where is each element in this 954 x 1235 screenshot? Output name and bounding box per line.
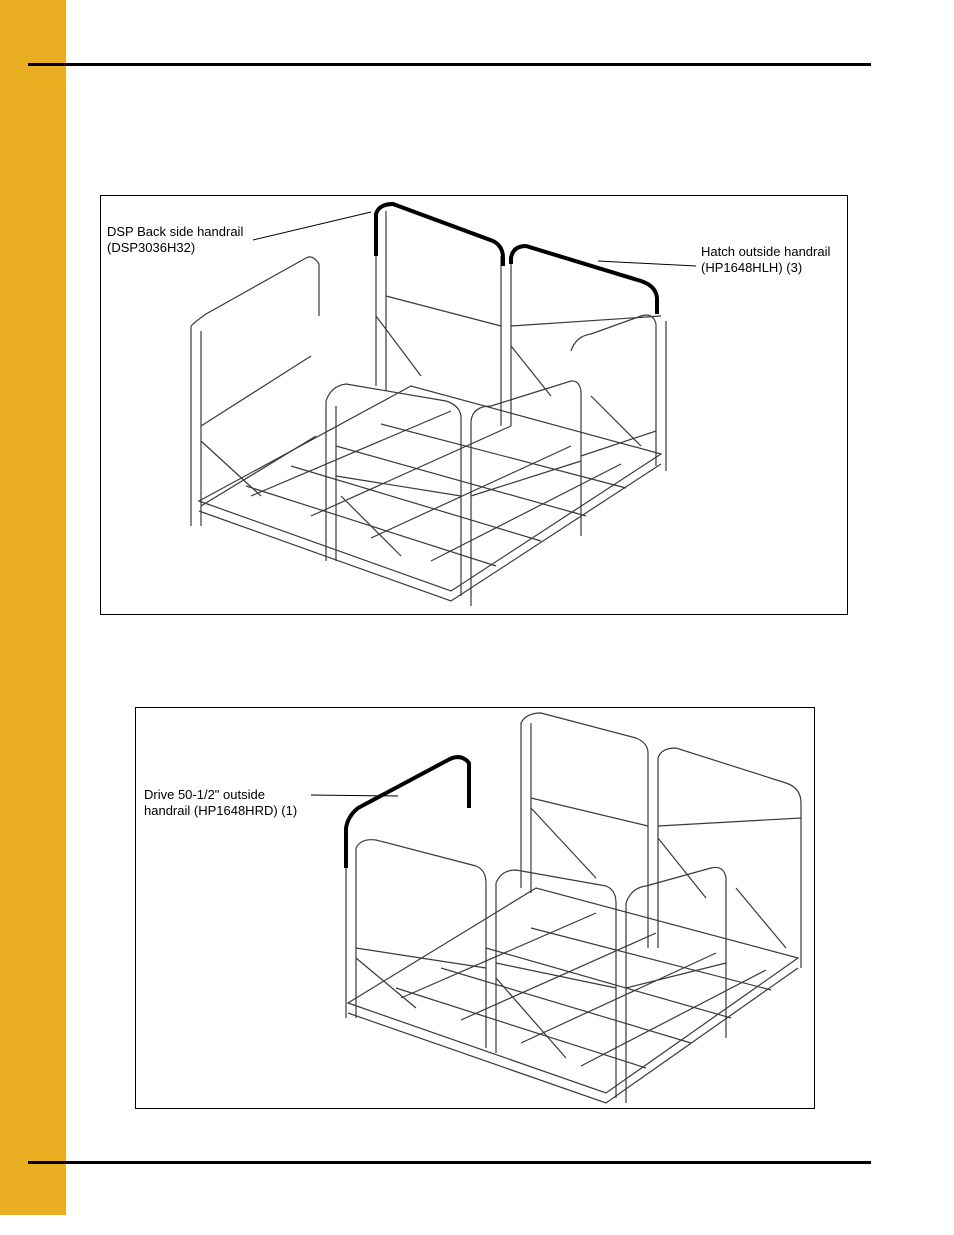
header-rule <box>28 63 871 66</box>
chapter-tab <box>0 0 66 1215</box>
callout-hatch-outside-handrail: Hatch outside handrail (HP1648HLH) (3) <box>701 244 831 275</box>
callout-back-side-handrail: DSP Back side handrail (DSP3036H32) <box>107 224 244 255</box>
platform-drawing-2 <box>136 708 816 1110</box>
figure-1 <box>100 195 848 615</box>
footer-rule <box>28 1161 871 1164</box>
callout-drive-outside-handrail: Drive 50-1/2" outside handrail (HP1648HRD) (1) <box>144 787 298 818</box>
highlighted-handrails <box>346 757 469 868</box>
highlighted-handrails <box>376 204 657 314</box>
figure-2 <box>135 707 815 1109</box>
leader-lines <box>253 212 696 266</box>
